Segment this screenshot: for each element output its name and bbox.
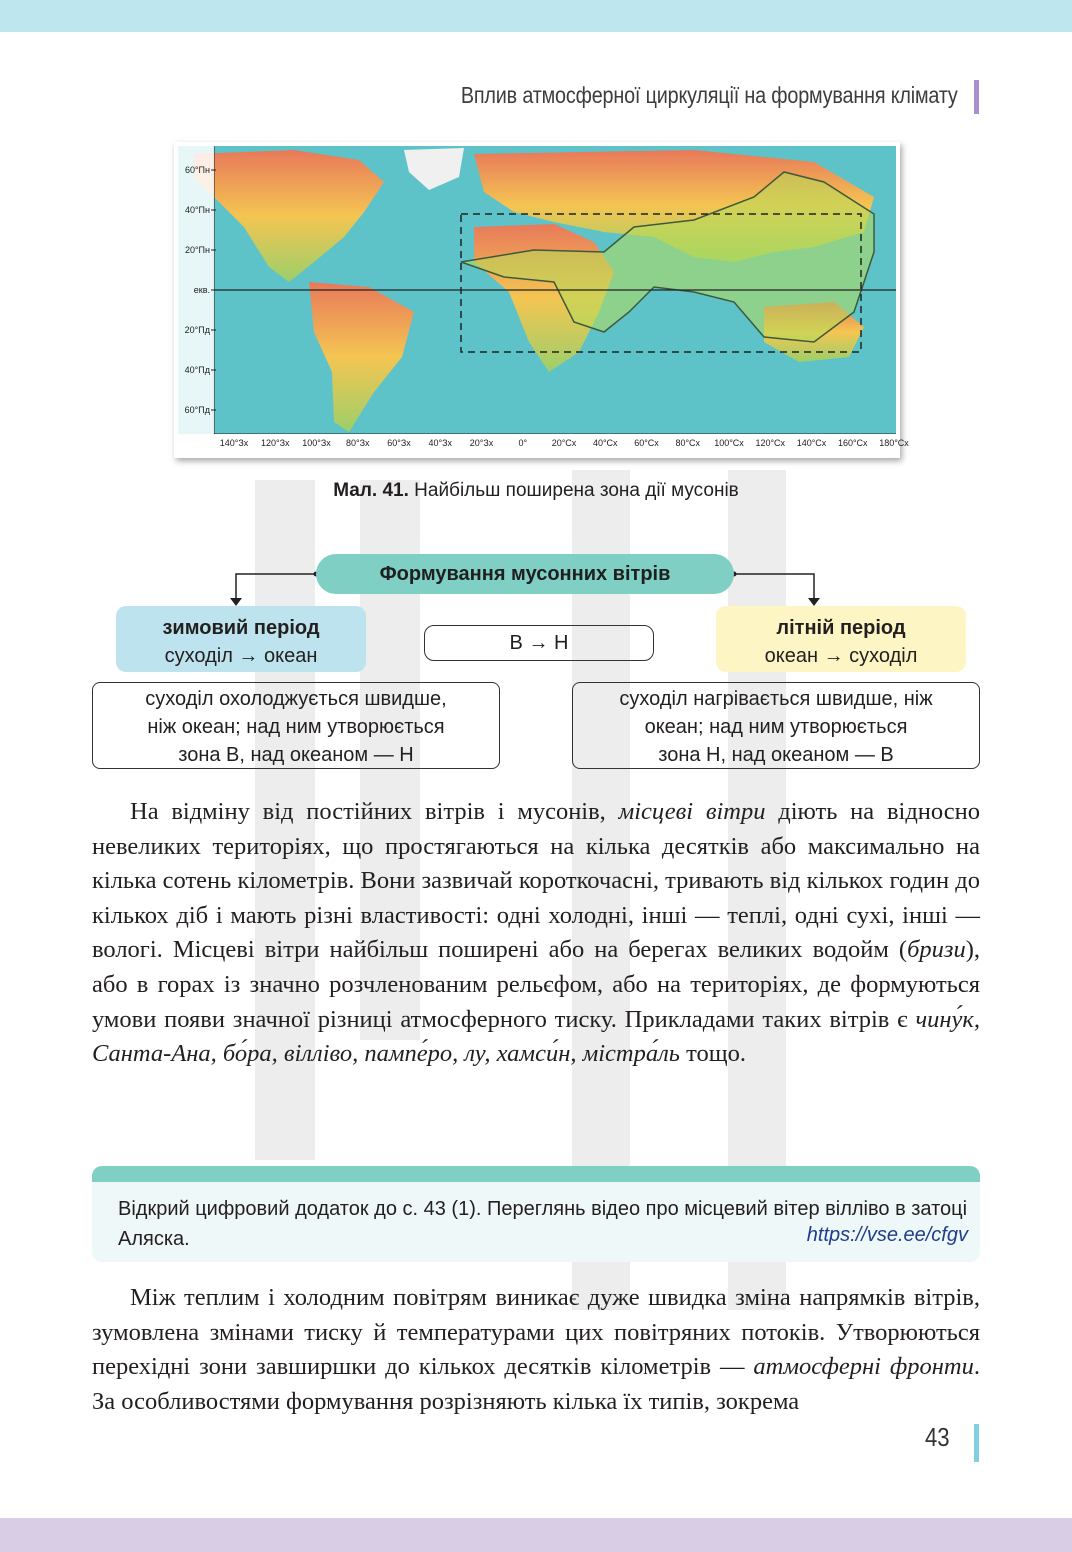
caption-text: Найбільш поширена зона дії мусонів [408,480,739,501]
latitude-label: 40°Пд [184,365,210,375]
summer-direction: океан → суходіл [764,645,918,667]
longitude-label: 120°Сх [755,438,786,448]
winter-direction: суходіл → океан [164,645,318,667]
longitude-label: 100°Сх [714,438,744,448]
longitude-label: 20°Зх [469,438,494,448]
caption-label: Мал. 41. [333,480,409,501]
longitude-label: 140°Зх [219,438,249,448]
body-paragraph-fronts [92,1281,980,1419]
longitude-label: 160°Сх [837,438,868,448]
wind-names: чину́к, Санта-Ана, бо́ра, вілліво, пампе́ро, лу, хамси́н, містра́ль [92,1005,980,1068]
longitude-label: 100°Зх [302,438,331,448]
running-title: Вплив атмосферної циркуляції на формування клімату [461,82,958,108]
summer-period-box [716,606,966,672]
longitude-label: 40°Зх [428,438,453,448]
term-atmospheric-fronts: атмосферні фронти [753,1353,974,1381]
latitude-label: екв. [193,285,210,295]
summer-desc-line: океан; над ним утворюється [644,716,908,738]
summer-desc-line: суходіл нагрівається швидше, ніж [619,688,933,710]
latitude-label: 20°Пд [184,325,210,335]
text-run: тощо. [679,1040,746,1068]
winter-desc-line: зона В, над океаном — Н [178,744,414,766]
summer-desc-line: зона Н, над океаном — В [658,744,894,766]
text-run: . За особливостями формування розрізняють кілька їх типів, зокрема [92,1353,980,1415]
winter-period-box [116,606,366,672]
latitude-label: 20°Пн [184,245,210,255]
bottom-color-band [0,1518,1072,1552]
text-run: На відміну від постійних вітрів і мусонів, [130,798,619,825]
digital-supplement-text: Відкрий цифровий додаток до с. 43 (1). Переглянь відео про місцевий вітер вілліво в затоці Аляска. [118,1198,968,1250]
text-run: діють на відносно невеликих територіях, що простягаються на кілька десятків або максимально на кілька сотень кілометрів. Вони зазвичай короткочасні, тривають від кількох годин до кількох діб і мають різні властивості: одні холодні, інші — теплі, одні сухі, інші — вологі. Місцеві вітри найбільш поширені або на берегах великих водойм ( [92,798,980,964]
digital-supplement-box [92,1166,980,1262]
longitude-label: 80°Зх [345,438,370,448]
page-number: 43 [925,1422,950,1452]
term-local-winds: місцеві вітри [618,798,766,825]
longitude-label: 0° [518,438,528,448]
text-run: ), або в горах із значно розчленованим рельєфом, або на територіях, де формуються умови появи значної різниці атмосферного тиску. Прикладами таких вітрів є [92,936,980,1033]
latitude-label: 60°Пд [184,405,210,415]
term-breezes: бризи [907,936,966,964]
summer-description-box [572,682,980,769]
longitude-label: 180°Сх [879,438,909,448]
longitude-label: 80°Сх [675,438,701,448]
page-number-accent-bar [974,1424,979,1462]
body-paragraph-local-winds [92,795,980,1072]
longitude-label: 140°Сх [796,438,827,448]
winter-desc-line: ніж океан; над ним утворюється [147,716,445,738]
longitude-label: 60°Зх [387,438,411,448]
diagram-title: Формування мусонних вітрів [316,554,734,594]
latitude-label: 40°Пн [184,205,210,215]
longitude-label: 120°Зх [260,438,290,448]
pressure-direction-box: В → Н [424,625,654,661]
winter-desc-line: суходіл охолоджується швидше, [145,688,447,710]
summer-title: літній період [776,617,906,639]
longitude-label: 20°Сх [551,438,577,448]
text-run: Між теплим і холодним повітрям виникає дуже швидка зміна напрямків вітрів, зумовлена змінами тиску й температурами цих повітряних потоків. Утворюються перехідні зони завширшки до кількох десятків кілометрів — [92,1284,980,1381]
winter-description-box [92,682,500,769]
latitude-label: 60°Пн [184,165,210,175]
longitude-label: 40°Сх [592,438,618,448]
longitude-label: 60°Сх [634,438,659,448]
winter-title: зимовий період [162,617,320,639]
digital-box-strip [92,1166,980,1182]
video-link[interactable]: https://vse.ee/cfgv [806,1224,968,1246]
